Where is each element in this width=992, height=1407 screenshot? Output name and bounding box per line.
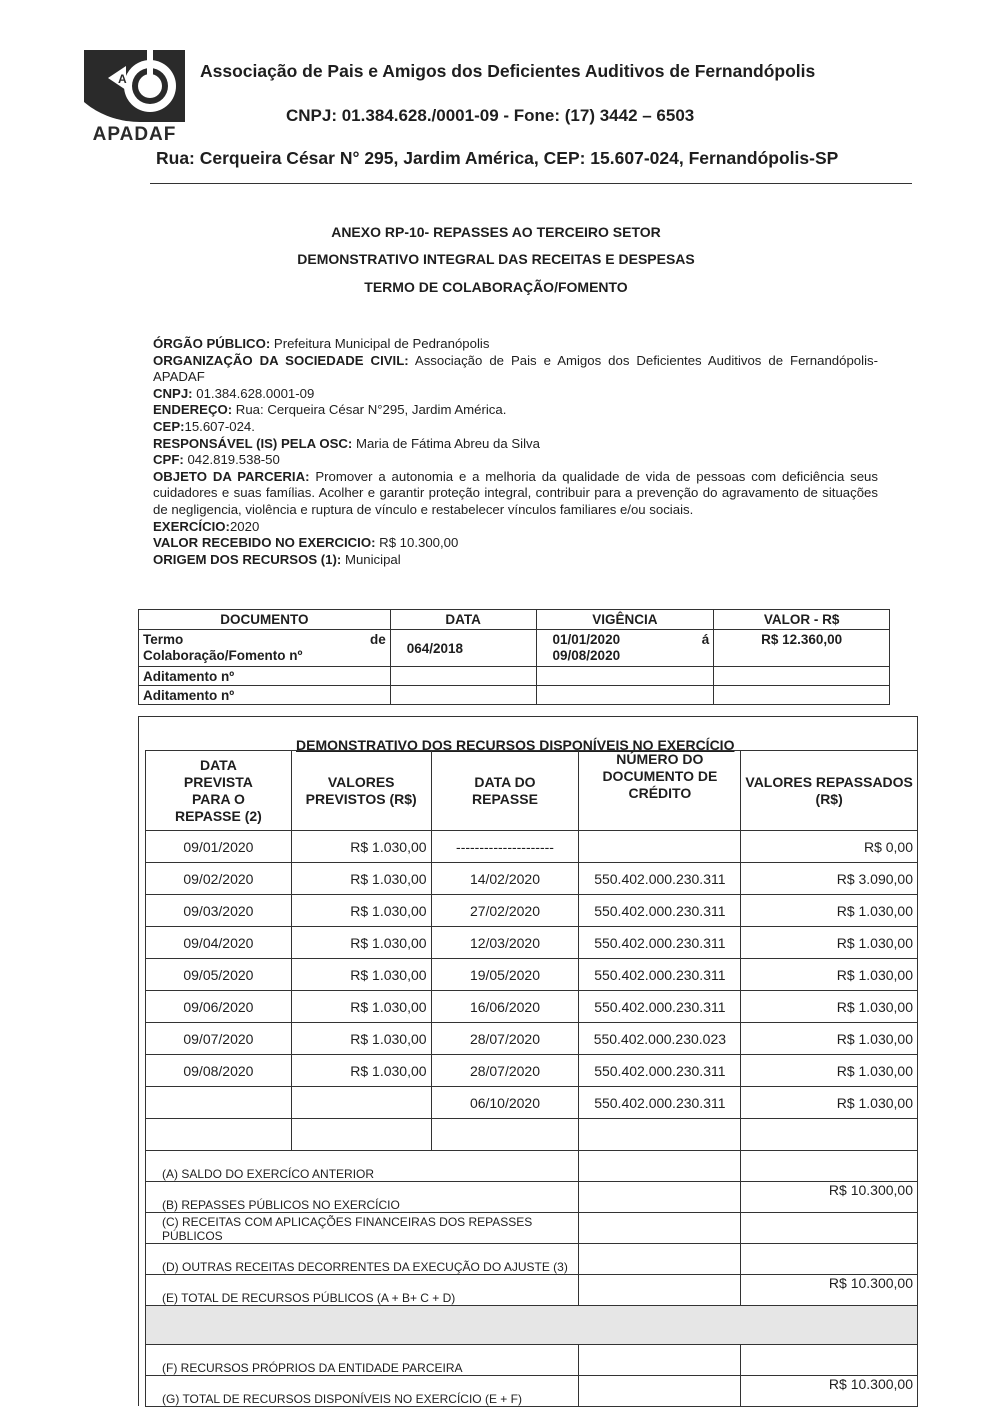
cell-documento-credito	[579, 831, 741, 863]
summary-value	[741, 1213, 918, 1244]
cell-data-repasse	[431, 1119, 579, 1151]
exercicio-row: EXERCÍCIO:2020	[153, 518, 260, 534]
cpf-row: CPF: 042.819.538-50	[153, 452, 280, 468]
summary-value: R$ 10.300,00	[741, 1275, 918, 1306]
title-line-2: DEMONSTRATIVO INTEGRAL DAS RECEITAS E DESPESAS	[297, 251, 695, 267]
summary-row	[146, 1213, 918, 1244]
cell-valor-repassado: R$ 1.030,00	[741, 1023, 918, 1055]
valor-recebido-row: VALOR RECEBIDO NO EXERCICIO: R$ 10.300,00	[153, 535, 459, 551]
summary-label: (B) REPASSES PÚBLICOS NO EXERCÍCIO	[146, 1182, 579, 1213]
cell-data-repasse: ---------------------	[431, 831, 579, 863]
cell-valor-repassado: R$ 0,00	[741, 831, 918, 863]
termo-cell: Termo de Colaboração/Fomento nº	[139, 630, 391, 667]
col-valores-previstos: VALORES PREVISTOS (R$)	[291, 751, 431, 831]
demonstrativo-title: DEMONSTRATIVO DOS RECURSOS DISPONÍVEIS NO EXERCÍCIO	[296, 737, 735, 753]
cell-data-prevista	[146, 1087, 292, 1119]
summary-row	[146, 1376, 918, 1407]
col-data-prevista: DATA PREVISTA PARA O REPASSE (2)	[146, 751, 292, 831]
col-valor: VALOR - R$	[714, 610, 890, 630]
cell-documento-credito: 550.402.000.230.311	[579, 895, 741, 927]
cell-documento-credito	[579, 1119, 741, 1151]
cell-data-prevista: 09/05/2020	[146, 959, 292, 991]
summary-empty-cell	[579, 1275, 741, 1306]
table-row	[146, 863, 918, 895]
orgao-row: ÓRGÃO PÚBLICO: Prefeitura Municipal de Pedranópolis	[153, 336, 490, 351]
summary-value	[741, 1244, 918, 1275]
summary-empty-cell	[579, 1213, 741, 1244]
responsavel-row: RESPONSÁVEL (IS) PELA OSC: Maria de Fátima Abreu da Silva	[153, 435, 540, 451]
cell-valor-previsto: R$ 1.030,00	[291, 863, 431, 895]
summary-row	[146, 1275, 918, 1306]
cell-valor-repassado: R$ 1.030,00	[741, 959, 918, 991]
cell-data-prevista: 09/07/2020	[146, 1023, 292, 1055]
summary-row	[146, 1345, 918, 1376]
summary-row	[146, 1151, 918, 1182]
demonstrativo-rows	[146, 831, 918, 1151]
svg-text:A: A	[118, 72, 127, 86]
summary-empty-cell	[579, 1182, 741, 1213]
col-documento: DOCUMENTO	[139, 610, 391, 630]
cell-data-repasse: 28/07/2020	[431, 1055, 579, 1087]
cell-valor-previsto: R$ 1.030,00	[291, 1023, 431, 1055]
endereco-row: ENDEREÇO: Rua: Cerqueira César N°295, Jardim América.	[153, 402, 507, 418]
table-row	[146, 991, 918, 1023]
cell-data-prevista	[146, 1119, 292, 1151]
aditamento-cell: Aditamento nº	[139, 686, 391, 705]
summary-label: (C) RECEITAS COM APLICAÇÕES FINANCEIRAS DOS REPASSES PÚBLICOS	[146, 1213, 579, 1244]
summary-label: (G) TOTAL DE RECURSOS DISPONÍVEIS NO EXERCÍCIO (E + F)	[146, 1376, 579, 1407]
cep-row: CEP:15.607-024.	[153, 418, 255, 434]
col-vigencia: VIGÊNCIA	[536, 610, 714, 630]
col-documento-credito: NÚMERO DO DOCUMENTO DE CRÉDITO	[579, 751, 741, 831]
osc-row: ORGANIZAÇÃO DA SOCIEDADE CIVIL: Associação de Pais e Amigos dos Deficientes Auditivos de Fernandópolis-APADAF	[153, 352, 878, 385]
cell-valor-repassado: R$ 1.030,00	[741, 895, 918, 927]
summary-label: (E) TOTAL DE RECURSOS PÚBLICOS (A + B+ C + D)	[146, 1275, 579, 1306]
summary-empty-cell	[579, 1151, 741, 1182]
cell-valor-previsto: R$ 1.030,00	[291, 1055, 431, 1087]
summary-value: R$ 10.300,00	[741, 1376, 918, 1407]
document-table-header	[139, 610, 890, 630]
summary-empty-cell	[579, 1244, 741, 1275]
origem-row: ORIGEM DOS RECURSOS (1): Municipal	[153, 551, 401, 567]
aditamento-row	[139, 686, 890, 705]
demonstrativo-table	[145, 750, 918, 1407]
table-row	[146, 1119, 918, 1151]
cell-documento-credito: 550.402.000.230.311	[579, 991, 741, 1023]
termo-data: 064/2018	[390, 630, 536, 667]
summary-row	[146, 1244, 918, 1275]
cell-valor-previsto: R$ 1.030,00	[291, 927, 431, 959]
header-divider	[150, 183, 912, 184]
summary-value	[741, 1345, 918, 1376]
cell-data-repasse: 28/07/2020	[431, 1023, 579, 1055]
cell-data-prevista: 09/02/2020	[146, 863, 292, 895]
objeto-row: OBJETO DA PARCERIA: Promover a autonomia e a melhoria da qualidade de vida de pessoas com deficiência seus cuidadores e suas famílias. Acolher e garantir proteção integral, contribuir para a prevenção do agravamento de situações de negligencia, violência e ruptura de vínculo e restabelecer vínculos familiares e/ou sociais.	[153, 468, 878, 517]
cell-valor-previsto	[291, 1119, 431, 1151]
table-row	[146, 1055, 918, 1087]
cell-documento-credito: 550.402.000.230.023	[579, 1023, 741, 1055]
cell-data-repasse: 16/06/2020	[431, 991, 579, 1023]
cell-data-repasse: 27/02/2020	[431, 895, 579, 927]
title-line-3: TERMO DE COLABORAÇÃO/FOMENTO	[364, 279, 628, 295]
cell-data-repasse: 19/05/2020	[431, 959, 579, 991]
org-name: Associação de Pais e Amigos dos Deficientes Auditivos de Fernandópolis	[200, 61, 816, 81]
cell-data-repasse: 12/03/2020	[431, 927, 579, 959]
aditamento-row	[139, 667, 890, 686]
cell-valor-repassado: R$ 1.030,00	[741, 927, 918, 959]
title-line-1: ANEXO RP-10- REPASSES AO TERCEIRO SETOR	[331, 224, 661, 240]
cell-valor-previsto: R$ 1.030,00	[291, 895, 431, 927]
summary-empty-cell	[579, 1376, 741, 1407]
termo-row	[139, 630, 890, 667]
spacer-cell	[146, 1306, 918, 1345]
table-row	[146, 959, 918, 991]
demonstrativo-header	[146, 751, 918, 831]
table-row	[146, 895, 918, 927]
termo-vigencia: 01/01/2020 á 09/08/2020	[536, 630, 714, 667]
summary-empty-cell	[579, 1345, 741, 1376]
cell-valor-repassado	[741, 1119, 918, 1151]
summary-label: (A) SALDO DO EXERCÍCO ANTERIOR	[146, 1151, 579, 1182]
cell-documento-credito: 550.402.000.230.311	[579, 1055, 741, 1087]
cell-data-prevista: 09/01/2020	[146, 831, 292, 863]
cnpj-phone: CNPJ: 01.384.628./0001-09 - Fone: (17) 3442 – 6503	[286, 106, 695, 125]
org-address: Rua: Cerqueira César N° 295, Jardim América, CEP: 15.607-024, Fernandópolis-SP	[156, 148, 839, 168]
cell-valor-repassado: R$ 1.030,00	[741, 991, 918, 1023]
cell-documento-credito: 550.402.000.230.311	[579, 863, 741, 895]
cell-valor-previsto	[291, 1087, 431, 1119]
summary-value	[741, 1151, 918, 1182]
table-row	[146, 831, 918, 863]
cnpj-row: CNPJ: 01.384.628.0001-09	[153, 385, 315, 401]
cell-valor-repassado: R$ 1.030,00	[741, 1055, 918, 1087]
summary-label: (F) RECURSOS PRÓPRIOS DA ENTIDADE PARCEIRA	[146, 1345, 579, 1376]
cell-valor-previsto: R$ 1.030,00	[291, 991, 431, 1023]
table-row	[146, 927, 918, 959]
demonstrativo-summary	[146, 1151, 918, 1407]
spacer-row	[146, 1306, 918, 1345]
cell-data-prevista: 09/03/2020	[146, 895, 292, 927]
info-block	[153, 336, 878, 568]
cell-data-prevista: 09/08/2020	[146, 1055, 292, 1087]
col-data: DATA	[390, 610, 536, 630]
summary-value: R$ 10.300,00	[741, 1182, 918, 1213]
cell-valor-previsto: R$ 1.030,00	[291, 831, 431, 863]
document-table	[138, 609, 890, 705]
table-row	[146, 1087, 918, 1119]
col-valores-repassados: VALORES REPASSADOS (R$)	[741, 751, 918, 831]
termo-valor: R$ 12.360,00	[714, 630, 890, 667]
cell-documento-credito: 550.402.000.230.311	[579, 959, 741, 991]
cell-valor-repassado: R$ 1.030,00	[741, 1087, 918, 1119]
cell-data-repasse: 14/02/2020	[431, 863, 579, 895]
cell-documento-credito: 550.402.000.230.311	[579, 1087, 741, 1119]
table-row	[146, 1023, 918, 1055]
summary-label: (D) OUTRAS RECEITAS DECORRENTES DA EXECUÇÃO DO AJUSTE (3)	[146, 1244, 579, 1275]
apadaf-logo	[78, 44, 191, 146]
cell-valor-previsto: R$ 1.030,00	[291, 959, 431, 991]
logo-text: APADAF	[92, 124, 177, 145]
summary-row	[146, 1182, 918, 1213]
cell-data-repasse: 06/10/2020	[431, 1087, 579, 1119]
aditamento-cell: Aditamento nº	[139, 667, 391, 686]
cell-documento-credito: 550.402.000.230.311	[579, 927, 741, 959]
cell-data-prevista: 09/06/2020	[146, 991, 292, 1023]
col-data-repasse: DATA DO REPASSE	[431, 751, 579, 831]
cell-data-prevista: 09/04/2020	[146, 927, 292, 959]
cell-valor-repassado: R$ 3.090,00	[741, 863, 918, 895]
